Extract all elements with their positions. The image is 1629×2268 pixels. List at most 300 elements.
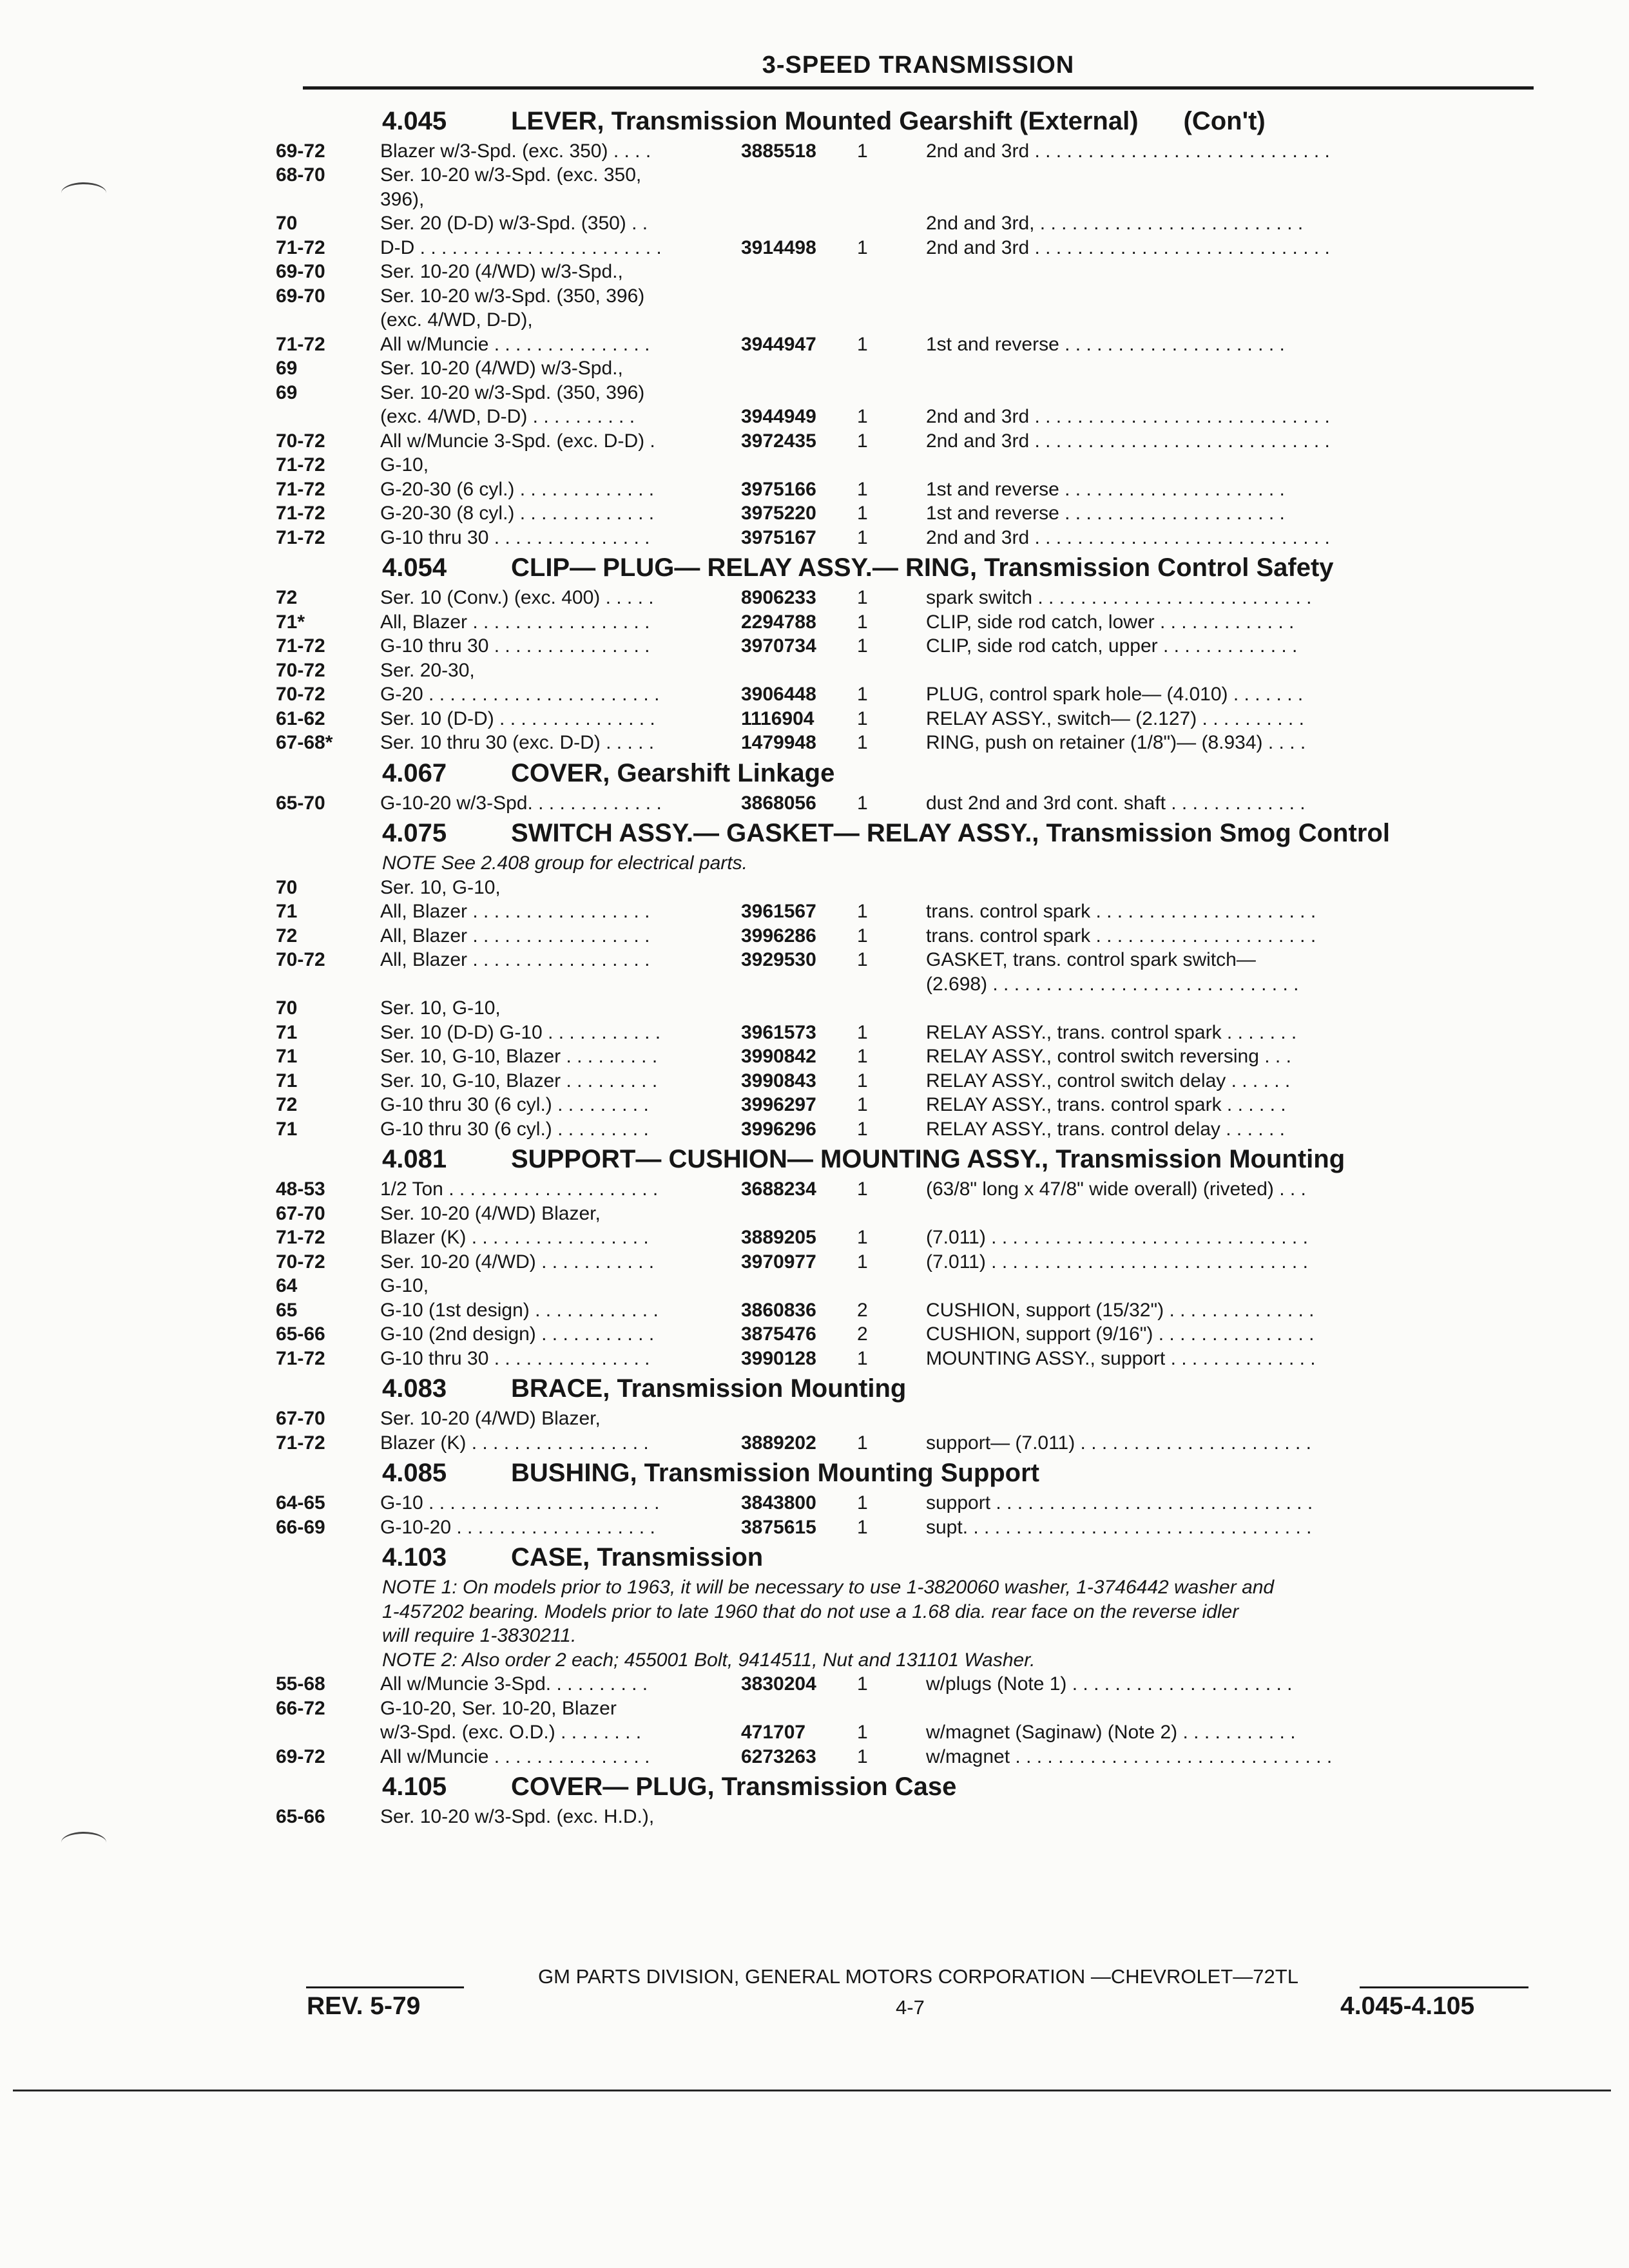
group-note: will require 1-3830211.: [382, 1625, 577, 1647]
part-description: CUSHION, support (9/16") . . . . . . . . . . . . . . .: [926, 1323, 1315, 1345]
model-years: 65-66: [276, 1323, 325, 1345]
table-row: [276, 1226, 1539, 1251]
part-number: 3929530: [741, 949, 816, 971]
part-description: RELAY ASSY., control switch reversing . . .: [926, 1046, 1291, 1068]
model-application: G-10-20 w/3-Spd. . . . . . . . . . . . .: [380, 792, 662, 814]
part-description: 1st and reverse . . . . . . . . . . . . . . . . . . . . .: [926, 333, 1285, 355]
table-row: [276, 526, 1539, 550]
model-years: 70-72: [276, 659, 325, 681]
page-title: 3-SPEED TRANSMISSION: [303, 52, 1534, 90]
table-row: [276, 477, 1539, 502]
part-description: PLUG, control spark hole— (4.010) . . . . . . .: [926, 684, 1304, 706]
model-years: 71: [276, 1070, 298, 1091]
model-years: 69-72: [276, 1745, 325, 1767]
model-application: Ser. 10, G-10,: [380, 876, 501, 898]
model-application: G-20 . . . . . . . . . . . . . . . . . . . . . .: [380, 684, 660, 706]
model-years: 71: [276, 901, 298, 923]
model-years: 72: [276, 587, 298, 609]
part-description: support— (7.011) . . . . . . . . . . . . . . . . . . . . . .: [926, 1432, 1311, 1454]
model-application: Blazer w/3-Spd. (exc. 350) . . . .: [380, 140, 651, 162]
group-note: NOTE 2: Also order 2 each; 455001 Bolt, 9414511, Nut and 131101 Washer.: [382, 1649, 1036, 1671]
model-application: Ser. 10-20 w/3-Spd. (350, 396): [380, 285, 645, 307]
model-application: G-10 (2nd design) . . . . . . . . . . .: [380, 1323, 655, 1345]
quantity: 1: [857, 901, 868, 923]
part-description: CLIP, side rod catch, upper . . . . . . . . . . . . .: [926, 635, 1298, 657]
part-description: w/magnet (Saginaw) (Note 2) . . . . . . . . . . .: [926, 1722, 1296, 1744]
model-application: Ser. 10-20 (4/WD) . . . . . . . . . . .: [380, 1251, 655, 1273]
part-number: 3961573: [741, 1021, 816, 1043]
part-description: CUSHION, support (15/32") . . . . . . . . . . . . . .: [926, 1299, 1315, 1321]
group-continued: (Con't): [1183, 106, 1266, 135]
table-row: [276, 924, 1539, 948]
model-years: 70-72: [276, 684, 325, 706]
footer-division: GM PARTS DIVISION, GENERAL MOTORS CORPORATION —CHEVROLET—72TL: [538, 1965, 1298, 1988]
model-years: 72: [276, 1094, 298, 1116]
model-application: All w/Muncie . . . . . . . . . . . . . . .: [380, 333, 650, 355]
model-application: G-10,: [380, 1275, 429, 1297]
part-description: 2nd and 3rd . . . . . . . . . . . . . . . . . . . . . . . . . . . .: [926, 236, 1330, 258]
model-years: 55-68: [276, 1673, 325, 1695]
part-description: 2nd and 3rd . . . . . . . . . . . . . . . . . . . . . . . . . . . .: [926, 140, 1330, 162]
model-years: 65: [276, 1299, 298, 1321]
part-number: 3970734: [741, 635, 816, 657]
quantity: 1: [857, 1070, 868, 1091]
table-row: [276, 683, 1539, 707]
model-application: All w/Muncie 3-Spd. . . . . . . . . .: [380, 1673, 648, 1695]
model-years: 66-69: [276, 1516, 325, 1538]
group-number: 4.045: [382, 106, 447, 135]
table-row: [276, 997, 1539, 1021]
table-row: [276, 1347, 1539, 1371]
model-application: G-20-30 (8 cyl.) . . . . . . . . . . . . .: [380, 503, 655, 524]
model-application: Ser. 10 (Conv.) (exc. 400) . . . . .: [380, 587, 654, 609]
model-years: 71-72: [276, 503, 325, 524]
group-heading: [276, 1769, 1539, 1805]
model-application: (exc. 4/WD, D-D),: [380, 309, 533, 331]
model-application: G-10 thru 30 . . . . . . . . . . . . . . .: [380, 635, 650, 657]
part-number: 3889202: [741, 1432, 816, 1454]
table-row: [276, 429, 1539, 454]
part-number: 3688234: [741, 1178, 816, 1200]
group-title: COVER— PLUG, Transmission Case: [511, 1773, 957, 1801]
model-application: G-20-30 (6 cyl.) . . . . . . . . . . . . .: [380, 478, 655, 500]
group-heading: [276, 550, 1539, 586]
group-title: COVER, Gearshift Linkage: [511, 758, 835, 787]
part-number: 2294788: [741, 611, 816, 633]
model-years: 70: [276, 213, 298, 235]
model-years: 71-72: [276, 1432, 325, 1454]
table-row: [276, 658, 1539, 683]
part-description: trans. control spark . . . . . . . . . . . . . . . . . . . . .: [926, 901, 1316, 923]
part-description: RELAY ASSY., switch— (2.127) . . . . . . . . . .: [926, 707, 1304, 729]
part-number: 3990128: [741, 1347, 816, 1369]
part-number: 1116904: [741, 707, 815, 729]
model-application: Ser. 10-20 (4/WD) Blazer,: [380, 1202, 601, 1224]
table-row: [276, 187, 1539, 212]
table-row: [276, 236, 1539, 260]
quantity: 1: [857, 635, 868, 657]
part-number: 3972435: [741, 430, 816, 452]
group-title: BUSHING, Transmission Mounting Support: [511, 1459, 1039, 1487]
parts-catalog: [276, 103, 1539, 1829]
table-row: [276, 1673, 1539, 1697]
model-years: 69: [276, 381, 298, 403]
model-years: 70: [276, 876, 298, 898]
table-row: [276, 1721, 1539, 1745]
group-heading: [276, 103, 1539, 139]
model-application: Ser. 10-20 (4/WD) Blazer,: [380, 1408, 601, 1430]
model-application: Ser. 10-20 w/3-Spd. (exc. 350,: [380, 164, 642, 186]
quantity: 1: [857, 1745, 868, 1767]
table-row: [276, 972, 1539, 997]
quantity: 1: [857, 1094, 868, 1116]
model-years: 66-72: [276, 1697, 325, 1719]
model-years: 71-72: [276, 635, 325, 657]
model-application: Ser. 20 (D-D) w/3-Spd. (350) . .: [380, 213, 648, 235]
model-application: Ser. 10-20 (4/WD) w/3-Spd.,: [380, 261, 623, 283]
part-description: RELAY ASSY., trans. control spark . . . . . .: [926, 1094, 1286, 1116]
group-range: 4.045-4.105: [1340, 1992, 1475, 2020]
punch-hole-mark: [61, 182, 106, 204]
part-number: 3996297: [741, 1094, 816, 1116]
group-number: 4.085: [382, 1459, 447, 1487]
part-description: support . . . . . . . . . . . . . . . . . . . . . . . . . . . . . .: [926, 1492, 1313, 1514]
table-row: [276, 1202, 1539, 1226]
model-application: Blazer (K) . . . . . . . . . . . . . . . . .: [380, 1432, 649, 1454]
model-years: 70-72: [276, 1251, 325, 1273]
part-number: 3990843: [741, 1070, 816, 1091]
model-years: 71-72: [276, 236, 325, 258]
quantity: 1: [857, 1722, 868, 1744]
page-number: 4-7: [896, 1996, 925, 2019]
table-row: [276, 405, 1539, 430]
table-row: [276, 610, 1539, 635]
model-application: Ser. 10, G-10, Blazer . . . . . . . . .: [380, 1070, 658, 1091]
model-application: Ser. 10-20 w/3-Spd. (350, 396): [380, 381, 645, 403]
table-row: [276, 1431, 1539, 1456]
revision-label: REV. 5-79: [307, 1992, 421, 2020]
model-application: G-10 . . . . . . . . . . . . . . . . . . . . . .: [380, 1492, 660, 1514]
quantity: 1: [857, 333, 868, 355]
part-description: trans. control spark . . . . . . . . . . . . . . . . . . . . .: [926, 925, 1316, 947]
table-row: [276, 284, 1539, 309]
model-years: 67-70: [276, 1202, 325, 1224]
table-row: [276, 1515, 1539, 1540]
quantity: 1: [857, 503, 868, 524]
model-application: All, Blazer . . . . . . . . . . . . . . . . .: [380, 949, 650, 971]
group-title: LEVER, Transmission Mounted Gearshift (External): [511, 106, 1139, 135]
model-application: G-10 thru 30 (6 cyl.) . . . . . . . . .: [380, 1094, 649, 1116]
model-application: G-10,: [380, 454, 429, 476]
table-row: [276, 454, 1539, 478]
table-row: [276, 1323, 1539, 1347]
part-number: 3889205: [741, 1227, 816, 1249]
group-note: 1-457202 bearing. Models prior to late 1960 that do not use a 1.68 dia. rear face on the reverse idler: [382, 1600, 1239, 1622]
quantity: 1: [857, 611, 868, 633]
model-application: Ser. 10, G-10, Blazer . . . . . . . . .: [380, 1046, 658, 1068]
group-number: 4.103: [382, 1543, 447, 1571]
group-note: NOTE 1: On models prior to 1963, it will be necessary to use 1-3820060 washer, 1-3746442 washer and: [382, 1577, 1275, 1599]
table-row: [276, 309, 1539, 333]
part-number: 3944949: [741, 406, 816, 428]
model-application: 1/2 Ton . . . . . . . . . . . . . . . . . . . .: [380, 1178, 659, 1200]
quantity: 2: [857, 1299, 868, 1321]
group-heading: [276, 1540, 1539, 1576]
quantity: 1: [857, 478, 868, 500]
quantity: 1: [857, 707, 868, 729]
part-description: 1st and reverse . . . . . . . . . . . . . . . . . . . . .: [926, 478, 1285, 500]
quantity: 1: [857, 1046, 868, 1068]
footer-rule-right: [1360, 1986, 1528, 1988]
table-row: [276, 381, 1539, 405]
model-application: Ser. 10 (D-D) . . . . . . . . . . . . . . .: [380, 707, 655, 729]
table-row: [276, 948, 1539, 973]
model-application: D-D . . . . . . . . . . . . . . . . . . . . . . .: [380, 236, 662, 258]
group-number: 4.083: [382, 1374, 447, 1403]
model-years: 70: [276, 997, 298, 1019]
model-years: 69-72: [276, 140, 325, 162]
part-number: 3996296: [741, 1118, 816, 1140]
model-years: 71*: [276, 611, 305, 633]
model-application: Ser. 10, G-10,: [380, 997, 501, 1019]
table-row: [276, 876, 1539, 900]
model-application: Blazer (K) . . . . . . . . . . . . . . . . .: [380, 1227, 649, 1249]
table-row: [276, 1178, 1539, 1202]
quantity: 1: [857, 587, 868, 609]
model-application: Ser. 20-30,: [380, 659, 475, 681]
model-application: G-10 thru 30 . . . . . . . . . . . . . . .: [380, 526, 650, 548]
model-years: 65-70: [276, 792, 325, 814]
model-years: 69: [276, 358, 298, 380]
part-number: 3996286: [741, 925, 816, 947]
group-number: 4.081: [382, 1145, 447, 1173]
group-title: BRACE, Transmission Mounting: [511, 1374, 907, 1403]
model-application: G-10-20, Ser. 10-20, Blazer: [380, 1697, 617, 1719]
group-title: CASE, Transmission: [511, 1543, 764, 1571]
model-years: 71: [276, 1021, 298, 1043]
table-row: [276, 1805, 1539, 1830]
quantity: 1: [857, 1118, 868, 1140]
group-number: 4.105: [382, 1773, 447, 1801]
quantity: 1: [857, 925, 868, 947]
part-number: 3975167: [741, 526, 816, 548]
model-years: 65-66: [276, 1806, 325, 1828]
part-description: RING, push on retainer (1/8")— (8.934) . . . .: [926, 732, 1306, 754]
model-years: 71-72: [276, 454, 325, 476]
model-application: G-10-20 . . . . . . . . . . . . . . . . . . .: [380, 1516, 655, 1538]
model-years: 71-72: [276, 333, 325, 355]
model-years: 69-70: [276, 285, 325, 307]
quantity: 1: [857, 1227, 868, 1249]
table-row: [276, 1298, 1539, 1323]
quantity: 1: [857, 732, 868, 754]
part-number: 6273263: [741, 1745, 816, 1767]
part-number: 3970977: [741, 1251, 816, 1273]
group-title: SUPPORT— CUSHION— MOUNTING ASSY., Transmission Mounting: [511, 1145, 1345, 1173]
table-row: [276, 332, 1539, 357]
quantity: 1: [857, 1673, 868, 1695]
table-row: [276, 212, 1539, 236]
quantity: 1: [857, 430, 868, 452]
part-description: 2nd and 3rd, . . . . . . . . . . . . . . . . . . . . . . . . .: [926, 213, 1304, 235]
model-years: 70-72: [276, 430, 325, 452]
table-row: [276, 900, 1539, 925]
part-description: (63/8" long x 47/8" wide overall) (riveted) . . .: [926, 1178, 1306, 1200]
part-description: supt. . . . . . . . . . . . . . . . . . . . . . . . . . . . . . . . .: [926, 1516, 1312, 1538]
part-number: 1479948: [741, 732, 816, 754]
model-years: 61-62: [276, 707, 325, 729]
part-description: (7.011) . . . . . . . . . . . . . . . . . . . . . . . . . . . . . .: [926, 1227, 1308, 1249]
model-years: 71-72: [276, 1347, 325, 1369]
quantity: 1: [857, 792, 868, 814]
quantity: 1: [857, 236, 868, 258]
part-number: 3843800: [741, 1492, 816, 1514]
part-description: spark switch . . . . . . . . . . . . . . . . . . . . . . . . . .: [926, 587, 1312, 609]
part-description: 1st and reverse . . . . . . . . . . . . . . . . . . . . .: [926, 503, 1285, 524]
model-application: G-10 (1st design) . . . . . . . . . . . .: [380, 1299, 659, 1321]
part-number: 3961567: [741, 901, 816, 923]
part-number: 3830204: [741, 1673, 816, 1695]
quantity: 1: [857, 1516, 868, 1538]
part-description: GASKET, trans. control spark switch—: [926, 949, 1256, 971]
table-row: [276, 1021, 1539, 1045]
model-application: Ser. 10 thru 30 (exc. D-D) . . . . .: [380, 732, 655, 754]
part-description: w/plugs (Note 1) . . . . . . . . . . . . . . . . . . . . .: [926, 1673, 1293, 1695]
model-years: 71-72: [276, 1227, 325, 1249]
model-years: 71-72: [276, 526, 325, 548]
quantity: 1: [857, 1492, 868, 1514]
model-application: Ser. 10 (D-D) G-10 . . . . . . . . . . .: [380, 1021, 661, 1043]
model-years: 70-72: [276, 949, 325, 971]
group-number: 4.075: [382, 819, 447, 847]
table-row: [276, 1492, 1539, 1516]
group-title: CLIP— PLUG— RELAY ASSY.— RING, Transmission Control Safety: [511, 553, 1334, 582]
table-row: [276, 1745, 1539, 1769]
part-number: 3875615: [741, 1516, 816, 1538]
table-row: [276, 731, 1539, 756]
model-years: 64-65: [276, 1492, 325, 1514]
group-heading: [276, 816, 1539, 852]
model-years: 71-72: [276, 478, 325, 500]
table-row: [276, 164, 1539, 188]
table-row: [276, 357, 1539, 381]
part-number: 3906448: [741, 684, 816, 706]
group-number: 4.067: [382, 758, 447, 787]
quantity: 1: [857, 1347, 868, 1369]
quantity: 1: [857, 949, 868, 971]
model-years: 68-70: [276, 164, 325, 186]
model-application: (exc. 4/WD, D-D) . . . . . . . . . .: [380, 406, 635, 428]
group-heading: [276, 1456, 1539, 1492]
part-number: 3860836: [741, 1299, 816, 1321]
model-application: G-10 thru 30 . . . . . . . . . . . . . . .: [380, 1347, 650, 1369]
group-number: 4.054: [382, 553, 447, 582]
table-row: [276, 260, 1539, 285]
model-application: All, Blazer . . . . . . . . . . . . . . . . .: [380, 901, 650, 923]
punch-hole-mark: [61, 1832, 106, 1853]
table-row: [276, 635, 1539, 659]
part-description: RELAY ASSY., trans. control spark . . . . . . .: [926, 1021, 1297, 1043]
part-description: 2nd and 3rd . . . . . . . . . . . . . . . . . . . . . . . . . . . .: [926, 526, 1330, 548]
model-years: 48-53: [276, 1178, 325, 1200]
part-description: 2nd and 3rd . . . . . . . . . . . . . . . . . . . . . . . . . . . .: [926, 430, 1330, 452]
model-application: All, Blazer . . . . . . . . . . . . . . . . .: [380, 611, 650, 633]
part-description: dust 2nd and 3rd cont. shaft . . . . . . . . . . . . .: [926, 792, 1306, 814]
quantity: 1: [857, 684, 868, 706]
model-years: 67-70: [276, 1408, 325, 1430]
group-heading: [276, 1142, 1539, 1178]
part-number: 3975166: [741, 478, 816, 500]
group-title: SWITCH ASSY.— GASKET— RELAY ASSY., Transmission Smog Control: [511, 819, 1390, 847]
part-number: 471707: [741, 1722, 806, 1744]
group-heading: [276, 1371, 1539, 1407]
table-row: [276, 1407, 1539, 1432]
part-number: 3944947: [741, 333, 816, 355]
model-years: 72: [276, 925, 298, 947]
quantity: 2: [857, 1323, 868, 1345]
part-number: 3885518: [741, 140, 816, 162]
table-row: [276, 791, 1539, 816]
model-years: 71: [276, 1118, 298, 1140]
table-row: [276, 1117, 1539, 1142]
model-application: G-10 thru 30 (6 cyl.) . . . . . . . . .: [380, 1118, 649, 1140]
table-row: [276, 1093, 1539, 1118]
part-description: (7.011) . . . . . . . . . . . . . . . . . . . . . . . . . . . . . .: [926, 1251, 1308, 1273]
model-application: All w/Muncie 3-Spd. (exc. D-D) .: [380, 430, 655, 452]
part-number: 3914498: [741, 236, 816, 258]
table-row: [276, 1250, 1539, 1274]
quantity: 1: [857, 1432, 868, 1454]
part-number: 3990842: [741, 1046, 816, 1068]
table-row: [276, 502, 1539, 526]
part-number: 3868056: [741, 792, 816, 814]
model-application: All, Blazer . . . . . . . . . . . . . . . . .: [380, 925, 650, 947]
bottom-rule: [13, 2090, 1611, 2091]
part-description: w/magnet . . . . . . . . . . . . . . . . . . . . . . . . . . . . . .: [926, 1745, 1333, 1767]
part-description: CLIP, side rod catch, lower . . . . . . . . . . . . .: [926, 611, 1295, 633]
part-description: MOUNTING ASSY., support . . . . . . . . . . . . . .: [926, 1347, 1316, 1369]
part-number: 8906233: [741, 587, 816, 609]
model-application: Ser. 10-20 w/3-Spd. (exc. H.D.),: [380, 1806, 655, 1828]
model-years: 64: [276, 1275, 298, 1297]
group-heading: [276, 755, 1539, 791]
part-number: 3875476: [741, 1323, 816, 1345]
quantity: 1: [857, 406, 868, 428]
table-row: [276, 586, 1539, 611]
part-description: RELAY ASSY., control switch delay . . . . . .: [926, 1070, 1291, 1091]
part-description: RELAY ASSY., trans. control delay . . . . . .: [926, 1118, 1285, 1140]
table-row: [276, 1696, 1539, 1721]
quantity: 1: [857, 526, 868, 548]
model-years: 71: [276, 1046, 298, 1068]
part-description: (2.698) . . . . . . . . . . . . . . . . . . . . . . . . . . . . .: [926, 973, 1299, 995]
quantity: 1: [857, 140, 868, 162]
quantity: 1: [857, 1251, 868, 1273]
table-row: [276, 1069, 1539, 1093]
part-description: 2nd and 3rd . . . . . . . . . . . . . . . . . . . . . . . . . . . .: [926, 406, 1330, 428]
table-row: [276, 707, 1539, 731]
part-number: 3975220: [741, 503, 816, 524]
group-note: NOTE See 2.408 group for electrical parts.: [382, 852, 747, 874]
model-application: All w/Muncie . . . . . . . . . . . . . . .: [380, 1745, 650, 1767]
table-row: [276, 1045, 1539, 1070]
model-application: 396),: [380, 188, 425, 210]
model-application: w/3-Spd. (exc. O.D.) . . . . . . . .: [380, 1722, 642, 1744]
quantity: 1: [857, 1178, 868, 1200]
table-row: [276, 139, 1539, 164]
model-application: Ser. 10-20 (4/WD) w/3-Spd.,: [380, 358, 623, 380]
table-row: [276, 1274, 1539, 1299]
